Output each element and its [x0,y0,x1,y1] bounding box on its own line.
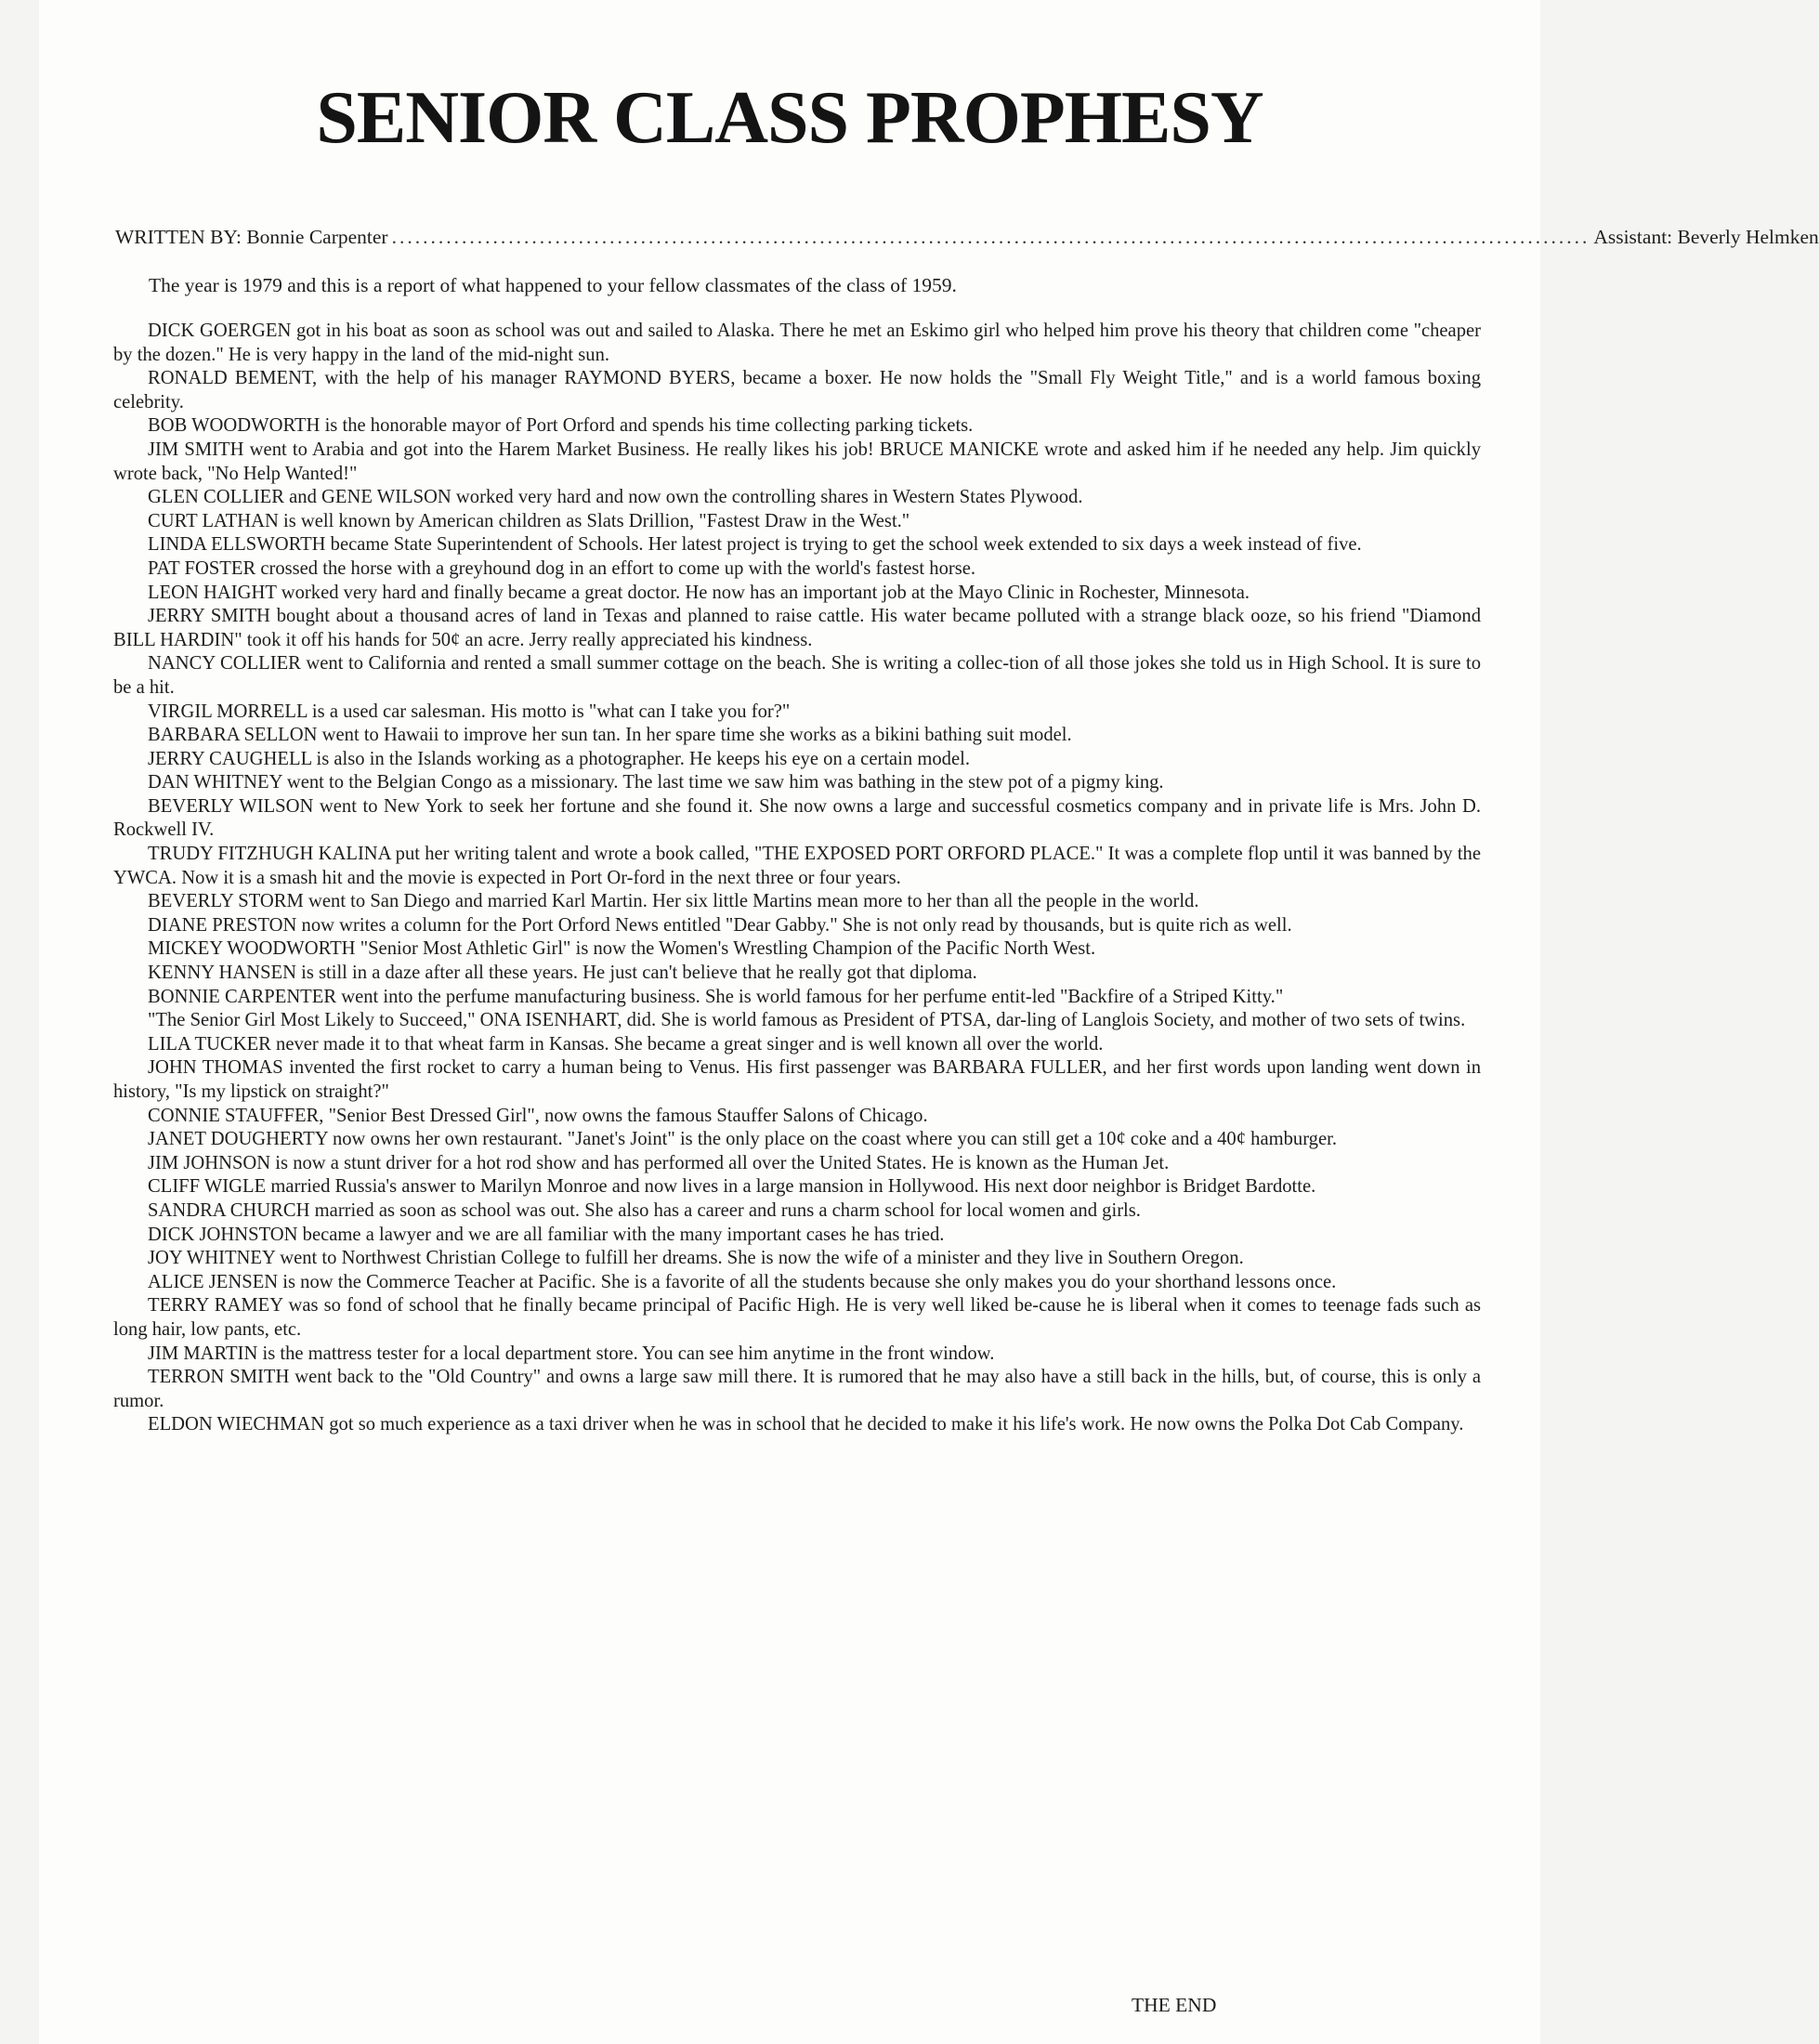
closing-text: THE END [1132,1994,1217,2016]
prophecy-paragraph: JIM MARTIN is the mattress tester for a local department store. You can see him anytime in the front window. [148,1343,995,1364]
written-by: WRITTEN BY: Bonnie Carpenter [115,226,388,248]
prophecy-paragraph: JIM JOHNSON is now a stunt driver for a hot rod show and has performed all over the United States. He is known as the Human Jet. [148,1152,1170,1173]
prophecy-paragraph: CURT LATHAN is well known by American children as Slats Drillion, "Fastest Draw in the West." [148,510,910,531]
prophecy-paragraph: RONALD BEMENT, with the help of his manager RAYMOND BYERS, became a boxer. He now holds the "Small Fly Weight Title," and is a world famous boxing celebrity. [113,368,1481,413]
prophecy-paragraph: BOB WOODWORTH is the honorable mayor of Port Orford and spends his time collecting parking tickets. [148,415,974,437]
prophecy-paragraph: ELDON WIECHMAN got so much experience as a taxi driver when he was in school that he decided to make it his life's work. He now owns the Polka Dot Cab Company. [148,1414,1464,1435]
prophecy-paragraph: JOHN THOMAS invented the first rocket to carry a human being to Venus. His first passenger was BARBARA FULLER, and her first words upon landing went down in history, "Is my lipstick on straight?" [113,1057,1481,1102]
prophecy-paragraph: MICKEY WOODWORTH "Senior Most Athletic Girl" is now the Women's Wrestling Champion of the Pacific North West. [148,938,1096,960]
prophecy-paragraph: NANCY COLLIER went to California and rented a small summer cottage on the beach. She is writing a collec-tion of all those jokes she told us in High School. It is sure to be a hit. [113,653,1481,698]
prophecy-paragraph: TRUDY FITZHUGH KALINA put her writing talent and wrote a book called, "THE EXPOSED PORT ORFORD PLACE." It was a complete flop until it was banned by the YWCA. Now it is a smash hit and the movie is expected in Port Or-ford in the next three or four years. [113,844,1481,888]
prophecy-paragraph: PAT FOSTER crossed the horse with a greyhound dog in an effort to come up with the world's fastest horse. [148,557,976,579]
assistant-credit: Assistant: Beverly Helmken [1593,226,1819,248]
prophecy-paragraph: CLIFF WIGLE married Russia's answer to Marilyn Monroe and now lives in a large mansion in Hollywood. His next door neighbor is Bridget Bardotte. [148,1176,1316,1198]
prophecy-paragraph: DICK JOHNSTON became a lawyer and we are all familiar with the many important cases he has tried. [148,1224,945,1245]
prophecy-paragraph: JOY WHITNEY went to Northwest Christian College to fulfill her dreams. She is now the wife of a minister and they live in Southern Oregon. [148,1248,1244,1269]
prophecy-paragraph: GLEN COLLIER and GENE WILSON worked very hard and now own the controlling shares in Western States Plywood. [148,487,1083,508]
page-title: SENIOR CLASS PROPHESY [316,77,1263,159]
prophecy-paragraph: JANET DOUGHERTY now owns her own restaurant. "Janet's Joint" is the only place on the coast where you can still get a 10¢ coke and a 40¢ hamburger. [148,1129,1337,1150]
prophecy-paragraph: "The Senior Girl Most Likely to Succeed," ONA ISENHART, did. She is world famous as President of PTSA, dar-ling of Langlois Society, and mother of two sets of twins. [148,1010,1466,1031]
prophecy-paragraph: TERRY RAMEY was so fond of school that he finally became principal of Pacific High. He is very well liked be-cause he is liberal when it comes to teenage fads such as long hair, low pants, etc. [113,1295,1481,1340]
dot-leader: .......................................................................................................................................................... [391,226,1590,248]
prophecy-paragraph: VIRGIL MORRELL is a used car salesman. His motto is "what can I take you for?" [148,701,791,722]
intro-paragraph: The year is 1979 and this is a report of what happened to your fellow classmates of the class of 1959. [149,274,957,296]
prophecy-paragraph: BONNIE CARPENTER went into the perfume manufacturing business. She is world famous for her perfume entit-led "Backfire of a Striped Kitty." [148,986,1284,1007]
prophecy-paragraph: ALICE JENSEN is now the Commerce Teacher at Pacific. She is a favorite of all the students because she only makes you do your shorthand lessons once. [148,1271,1337,1292]
prophecy-paragraph: JIM SMITH went to Arabia and got into the Harem Market Business. He really likes his job! BRUCE MANICKE wrote and asked him if he needed any help. Jim quickly wrote back, "No Help Wanted!" [113,439,1481,484]
prophecy-paragraph: BARBARA SELLON went to Hawaii to improve her sun tan. In her spare time she works as a bikini bathing suit model. [148,725,1072,746]
prophecy-paragraph: LEON HAIGHT worked very hard and finally became a great doctor. He now has an important job at the Mayo Clinic in Rochester, Minnesota. [148,582,1250,603]
prophecy-paragraph: DICK GOERGEN got in his boat as soon as school was out and sailed to Alaska. There he met an Eskimo girl who helped him prove his theory that children come "cheaper by the dozen." He is very happy in the land of the mid-night sun. [113,321,1481,365]
document-page [39,0,1819,2044]
prophecy-paragraph: TERRON SMITH went back to the "Old Country" and owns a large saw mill there. It is rumored that he may also have a still back in the hills, but, of course, this is only a rumor. [113,1367,1481,1411]
prophecy-paragraph: LINDA ELLSWORTH became State Superintendent of Schools. Her latest project is trying to get the school week extended to six days a week instead of five. [148,534,1362,556]
prophecy-paragraph: JERRY SMITH bought about a thousand acres of land in Texas and planned to raise cattle. His water became polluted with a strange black ooze, so his friend "Diamond BILL HARDIN" took it off his hands for 50¢ an acre. Jerry really appreciated his kindness. [113,606,1481,650]
prophecy-paragraph: BEVERLY STORM went to San Diego and married Karl Martin. Her six little Martins mean more to her than all the people in the world. [148,891,1199,912]
prophecy-paragraph: BEVERLY WILSON went to New York to seek her fortune and she found it. She now owns a large and successful cosmetics company and in private life is Mrs. John D. Rockwell IV. [113,795,1481,841]
prophecy-paragraph: KENNY HANSEN is still in a daze after all these years. He just can't believe that he really got that diploma. [148,963,977,984]
prophecy-paragraph: DIANE PRESTON now writes a column for the Port Orford News entitled "Dear Gabby." She is not only read by thousands, but is quite rich as well. [148,914,1292,936]
prophecy-paragraph: DAN WHITNEY went to the Belgian Congo as a missionary. The last time we saw him was bathing in the stew pot of a pigmy king. [148,772,1164,793]
prophecy-paragraph: SANDRA CHURCH married as soon as school was out. She also has a career and runs a charm school for local women and girls. [148,1199,1141,1221]
prophecy-paragraph: LILA TUCKER never made it to that wheat farm in Kansas. She became a great singer and is well known all over the world. [148,1033,1104,1055]
byline [115,223,1819,251]
prophecy-paragraph: CONNIE STAUFFER, "Senior Best Dressed Girl", now owns the famous Stauffer Salons of Chicago. [148,1105,928,1126]
prophecy-body [113,320,1481,1437]
prophecy-paragraph: JERRY CAUGHELL is also in the Islands working as a photographer. He keeps his eye on a certain model. [148,748,970,769]
